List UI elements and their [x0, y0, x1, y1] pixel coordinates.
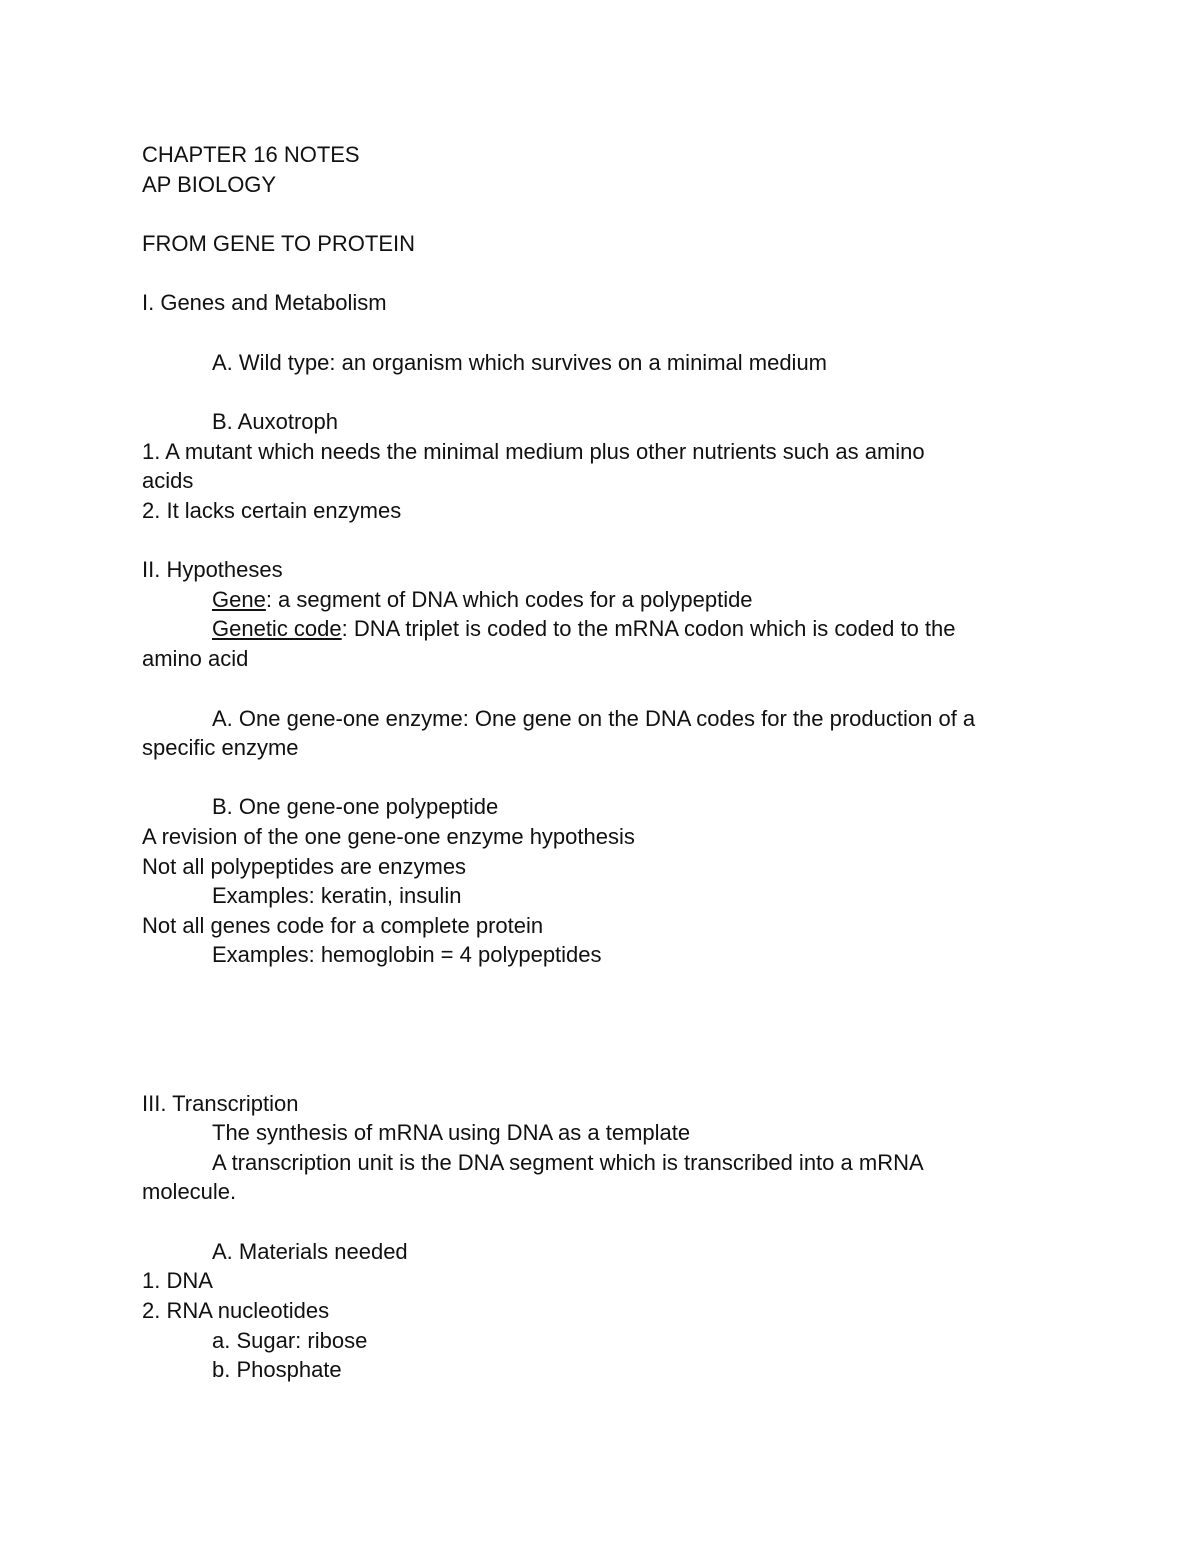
section-2-item-a: A. One gene-one enzyme: One gene on the DNA codes for the production of a	[212, 706, 976, 731]
nucleotide-sugar: a. Sugar: ribose	[212, 1328, 368, 1353]
transcription-definition: The synthesis of mRNA using DNA as a template	[212, 1120, 691, 1145]
revision-note: A revision of the one gene-one enzyme hypothesis	[142, 824, 635, 849]
nucleotide-phosphate: b. Phosphate	[212, 1357, 342, 1382]
section-1-item-b1: 1. A mutant which needs the minimal medium plus other nutrients such as amino	[142, 439, 925, 464]
section-2-item-a-cont: specific enzyme	[142, 735, 299, 760]
materials-rna-nucleotides: 2. RNA nucleotides	[142, 1298, 330, 1323]
section-1-heading: I. Genes and Metabolism	[142, 290, 387, 315]
section-1-item-b2: 2. It lacks certain enzymes	[142, 498, 402, 523]
genetic-code-term: Genetic code	[212, 616, 342, 641]
not-all-polypeptides: Not all polypeptides are enzymes	[142, 854, 467, 879]
transcription-unit-cont: molecule.	[142, 1179, 237, 1204]
genetic-code-def-cont: amino acid	[142, 646, 249, 671]
section-3-heading: III. Transcription	[142, 1091, 299, 1116]
genetic-code-def-text: : DNA triplet is coded to the mRNA codon which is coded to the	[341, 616, 956, 641]
section-2-heading: II. Hypotheses	[142, 557, 283, 582]
examples-hemoglobin: Examples: hemoglobin = 4 polypeptides	[212, 942, 602, 967]
gene-term: Gene	[212, 587, 266, 612]
section-2-item-b: B. One gene-one polypeptide	[212, 794, 499, 819]
section-3-item-a: A. Materials needed	[212, 1239, 408, 1264]
gene-definition	[212, 586, 753, 614]
section-1-item-b: B. Auxotroph	[212, 409, 338, 434]
genetic-code-definition	[212, 615, 956, 643]
gene-def-text: : a segment of DNA which codes for a polypeptide	[265, 587, 753, 612]
section-1-item-b1-cont: acids	[142, 468, 194, 493]
materials-dna: 1. DNA	[142, 1268, 213, 1293]
transcription-unit: A transcription unit is the DNA segment which is transcribed into a mRNA	[212, 1150, 924, 1175]
examples-keratin: Examples: keratin, insulin	[212, 883, 462, 908]
course-name: AP BIOLOGY	[142, 172, 277, 197]
chapter-title: FROM GENE TO PROTEIN	[142, 231, 415, 256]
document-title: CHAPTER 16 NOTES	[142, 142, 360, 167]
section-1-item-a: A. Wild type: an organism which survives on a minimal medium	[212, 350, 828, 375]
not-all-genes: Not all genes code for a complete protein	[142, 913, 544, 938]
